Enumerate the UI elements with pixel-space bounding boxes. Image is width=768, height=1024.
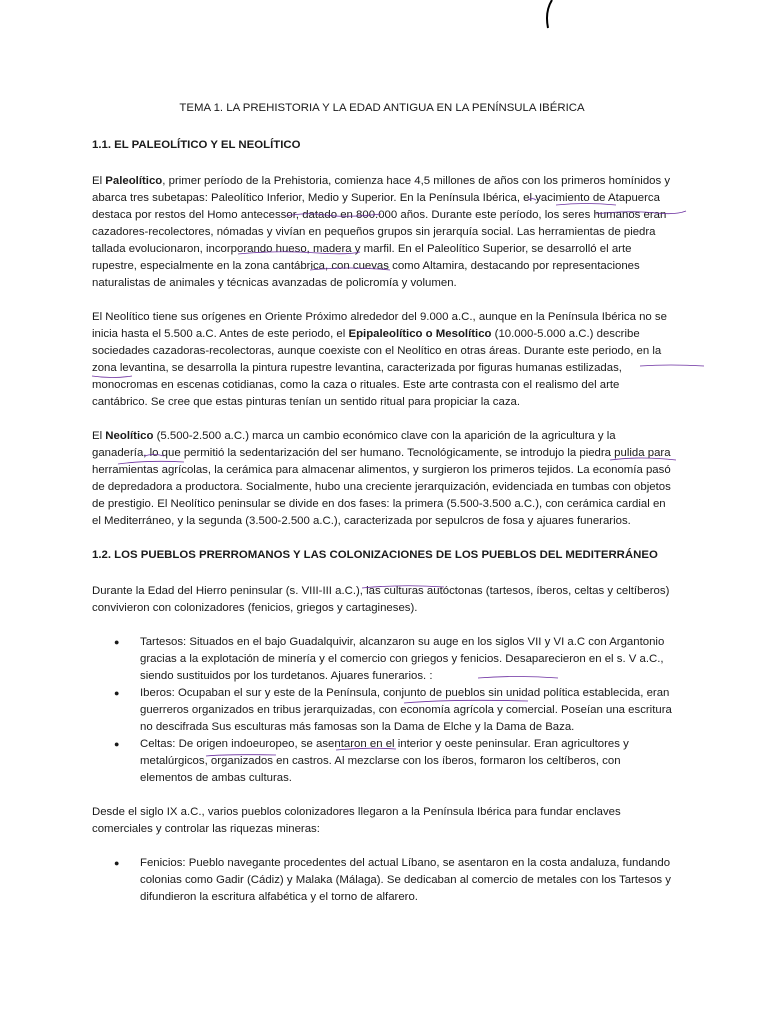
page-title: TEMA 1. LA PREHISTORIA Y LA EDAD ANTIGUA EN LA PENÍNSULA IBÉRICA	[179, 102, 585, 114]
section-heading-pueblos: 1.2. LOS PUEBLOS PRERROMANOS Y LAS COLONIZACIONES DE LOS PUEBLOS DEL MEDITERRÁNEO	[92, 549, 658, 561]
paragraph-paleolitico: El Paleolítico, primer período de la Prehistoria, comienza hace 4,5 millones de años con los primeros homínidos y abarca tres subetapas: Paleolítico Inferior, Medio y Superior. En la Península Ibérica, el yacimiento de Atapuerca destaca por restos del Homo antecessor, datado en 800.000 años. Durante este período, los seres humanos eran cazadores-recolectores, nómadas y vivían en pequeños grupos sin jerarquía social. Las herramientas de piedra tallada evolucionaron, incorporando hueso, madera y marfil. En el Paleolítico Superior, se desarrolló el arte rupestre, especialmente en la zona cantábrica, con cuevas como Altamira, destacando por representaciones naturalistas de animales y técnicas avanzadas de policromía y volumen.	[92, 175, 671, 289]
list-item-tartesos: ● Tartesos: Situados en el bajo Guadalquivir, alcanzaron su auge en los siglos VII y VI a.C con Argantonio gracias a la explotación de minería y el comercio con griegos y fenicios. Desaparecieron en el s. V a.C., siendo sustituidos por los turdetanos. Ajuares funerarios. :	[92, 634, 672, 685]
list-item-fenicios: ● Fenicios: Pueblo navegante procedentes del actual Líbano, se asentaron en la costa andaluza, fundando colonias como Gadir (Cádiz) y Malaka (Málaga). Se dedicaban al comercio de metales con los Tartesos y difundieron la escritura alfabética y el torno de alfarero.	[92, 855, 672, 906]
list-pueblos-autoctonos	[92, 634, 672, 787]
list-pueblos-colonizadores	[92, 855, 672, 906]
pen-stroke-mark	[0, 0, 768, 60]
list-item-iberos: ● Iberos: Ocupaban el sur y este de la Península, conjunto de pueblos sin unidad política establecida, eran guerreros organizados en tribus jerarquizadas, con economía agrícola y comercial. Poseían una escritura no descifrada Sus esculturas más famosas son la Dama de Elche y la Dama de Baza.	[92, 685, 672, 736]
list-item-celtas: ● Celtas: De origen indoeuropeo, se asentaron en el interior y oeste peninsular. Eran agricultores y metalúrgicos, organizados en castros. Al mezclarse con los íberos, formaron los celtíberos, con elementos de ambas culturas.	[92, 736, 672, 787]
paragraph-neolitico: El Neolítico (5.500-2.500 a.C.) marca un cambio económico clave con la aparición de la agricultura y la ganadería, lo que permitió la sedentarización del ser humano. Tecnológicamente, se introdujo la piedra pulida para herramientas agrícolas, la cerámica para almacenar alimentos, y surgieron los primeros tejidos. La economía pasó de depredadora a productora. Socialmente, hubo una creciente jerarquización, evidenciada en tumbas con objetos de prestigio. El Neolítico peninsular se divide en dos fases: la primera (5.500-3.500 a.C.), con cerámica cardial en el Mediterráneo, y la segunda (3.500-2.500 a.C.), caracterizada por sepulcros de fosa y ajuares funerarios.	[92, 430, 671, 527]
section-heading-paleolitico: 1.1. EL PALEOLÍTICO Y EL NEOLÍTICO	[92, 139, 301, 151]
paragraph-epipaleolitico: El Neolítico tiene sus orígenes en Oriente Próximo alrededor del 9.000 a.C., aunque en la Península Ibérica no se inicia hasta el 5.500 a.C. Antes de este periodo, el Epipaleolítico o Mesolítico (10.000-5.000 a.C.) describe sociedades cazadoras-recolectoras, aunque coexiste con el Neolítico en otras áreas. Durante este periodo, en la zona levantina, se desarrolla la pintura rupestre levantina, caracterizada por figuras humanas estilizadas, monocromas en escenas cotidianas, como la caza o rituales. Este arte contrasta con el realismo del arte cantábrico. Se cree que estas pinturas tenían un sentido ritual para propiciar la caza.	[92, 311, 667, 408]
paragraph-colonizadores: Desde el siglo IX a.C., varios pueblos colonizadores llegaron a la Península Ibérica para fundar enclaves comerciales y controlar las riquezas mineras:	[92, 806, 621, 835]
document-page	[92, 100, 672, 923]
paragraph-edad-hierro: Durante la Edad del Hierro peninsular (s. VIII-III a.C.), las culturas autóctonas (tartesos, íberos, celtas y celtíberos) convivieron con colonizadores (fenicios, griegos y cartagineses).	[92, 585, 670, 614]
